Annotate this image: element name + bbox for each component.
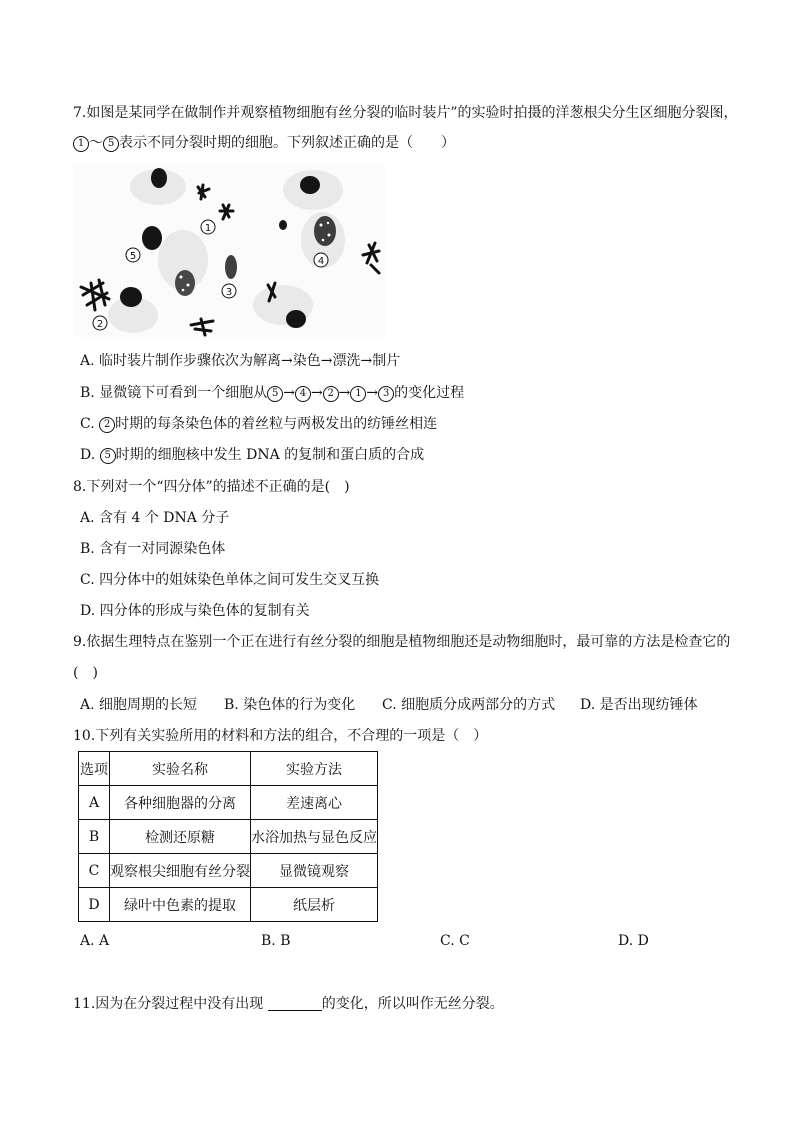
table-header: 实验名称 [110,752,251,786]
table-cell: 观察根尖细胞有丝分裂 [110,854,251,888]
q7-option-d [80,446,424,464]
q9-option-d: D. 是否出现纺锤体 [580,697,698,713]
table-header: 选项 [79,752,110,786]
table-header: 实验方法 [251,752,378,786]
q7-stem-text: 表示不同分裂时期的细胞。下列叙述正确的是（ ） [119,135,455,151]
table-cell: C [79,854,110,888]
option-c-prefix: C. [80,416,100,432]
q10-stem: 10.下列有关实验所用的材料和方法的组合，不合理的一项是（ ） [73,728,488,744]
circled-number: 1 [73,136,89,152]
q10-option-b: B. B [261,933,291,949]
option-d-prefix: D. [80,447,100,463]
micrograph-label-2: 2 [96,319,104,330]
q9-stem: 9.依据生理特点在鉴别一个正在进行有丝分裂的细胞是植物细胞还是动物细胞时，最可靠的方法是检查它的 [73,634,731,650]
circled-number: 5 [267,386,283,402]
option-d-suffix: 时期的细胞核中发生 DNA 的复制和蛋白质的合成 [115,447,425,463]
option-b-prefix: B. 显微镜下可看到一个细胞从 [80,385,268,401]
micrograph-label-3: 3 [225,287,233,298]
table-cell: 检测还原糖 [110,820,251,854]
micrograph-label-4: 4 [317,256,325,267]
fill-in-blank[interactable] [268,996,322,1011]
table-cell: 水浴加热与显色反应 [251,820,378,854]
q9-option-a: A. 细胞周期的长短 [80,697,198,713]
q7-option-c [80,415,437,433]
table-cell: 绿叶中色素的提取 [110,888,251,922]
circled-number: 5 [100,448,116,464]
arrow: → [310,385,323,401]
micrograph-label-5: 5 [129,251,137,262]
q10-option-a: A. A [80,933,110,949]
table-row [79,888,378,922]
table-header-row [79,752,378,786]
tilde: ～ [89,135,103,151]
table-row [79,786,378,820]
q7-option-b [80,384,464,402]
q8-option-b: B. 含有一对同源染色体 [80,541,226,557]
table-cell: D [79,888,110,922]
q9-option-b: B. 染色体的行为变化 [224,697,356,713]
q8-option-a: A. 含有 4 个 DNA 分子 [80,510,230,526]
q8-stem: 8.下列对一个“四分体”的描述不正确的是( ) [73,479,350,495]
q10-option-c: C. C [440,933,470,949]
arrow: → [338,385,351,401]
q7-stem-line2 [73,134,455,152]
table-row [79,854,378,888]
q10-option-d: D. D [618,933,649,949]
circled-number: 2 [323,386,339,402]
micrograph-label-1: 1 [204,223,212,234]
experiment-table [78,751,378,922]
onion-root-tip-micrograph [73,165,385,337]
table-cell: A [79,786,110,820]
q11-prefix: 11.因为在分裂过程中没有出现 [73,996,264,1012]
table-cell: 各种细胞器的分离 [110,786,251,820]
circled-number: 3 [378,386,394,402]
circled-number: 1 [350,386,366,402]
q11-suffix: 的变化，所以叫作无丝分裂。 [321,996,504,1012]
table-cell: B [79,820,110,854]
q11-stem [73,995,504,1013]
circled-number: 2 [99,417,115,433]
table-row [79,820,378,854]
circled-number: 4 [295,386,311,402]
q7-option-a: A. 临时装片制作步骤依次为解离→染色→漂洗→制片 [80,353,401,369]
option-c-suffix: 时期的每条染色体的着丝粒与两极发出的纺锤丝相连 [115,416,438,432]
table-cell: 显微镜观察 [251,854,378,888]
q7-stem-line1: 7.如图是某同学在做制作并观察植物细胞有丝分裂的临时装片”的实验时拍摄的洋葱根尖分生区细胞分裂图， [73,105,738,121]
option-b-suffix: 的变化过程 [394,385,465,401]
q9-stem-paren: ( ) [73,665,98,681]
circled-number: 5 [103,136,119,152]
q8-option-d: D. 四分体的形成与染色体的复制有关 [80,603,310,619]
q8-option-c: C. 四分体中的姐妹染色单体之间可发生交叉互换 [80,572,380,588]
arrow: → [283,385,295,401]
q9-option-c: C. 细胞质分成两部分的方式 [382,697,556,713]
table-cell: 纸层析 [251,888,378,922]
arrow: → [366,385,379,401]
table-cell: 差速离心 [251,786,378,820]
